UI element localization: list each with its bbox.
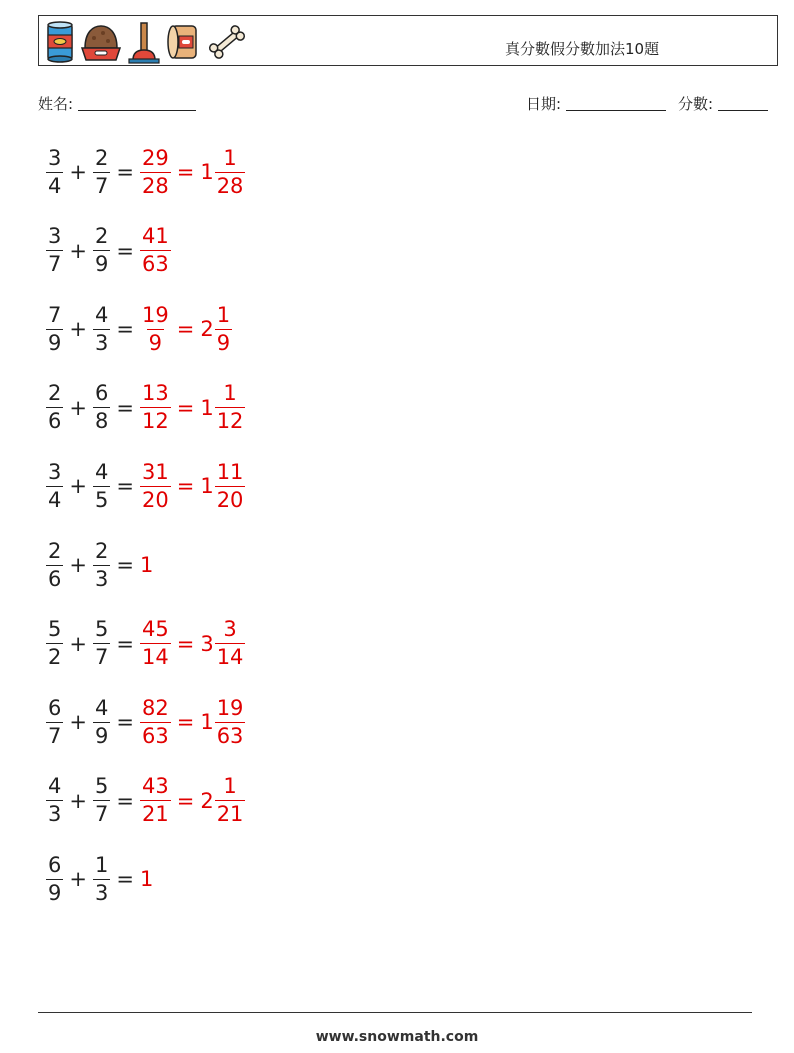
addend-fraction-numerator: 4 [94, 302, 109, 327]
addend-fraction [46, 145, 63, 198]
addend-fraction [46, 459, 63, 512]
date-field[interactable] [526, 93, 666, 114]
mixed-fraction-part-denominator: 28 [216, 173, 244, 198]
problem-row [46, 850, 153, 908]
mixed-whole-part: 1 [200, 710, 214, 735]
answer-improper-fraction [140, 695, 171, 748]
equals-sign: = [116, 867, 134, 892]
name-blank[interactable] [78, 96, 196, 111]
addend-fraction-denominator: 3 [94, 330, 109, 355]
mixed-fraction-part-numerator: 19 [216, 695, 244, 720]
answer [140, 695, 245, 748]
answer-improper-fraction [140, 459, 171, 512]
answer-improper-fraction [140, 383, 171, 432]
score-label: 分數: [678, 95, 714, 113]
addend-fraction [93, 852, 110, 905]
mixed-whole-part: 1 [200, 474, 214, 499]
score-field[interactable] [678, 93, 768, 114]
mixed-fraction-part-numerator: 1 [216, 302, 231, 327]
date-blank[interactable] [566, 96, 666, 111]
answer-improper-fraction-denominator: 12 [141, 409, 169, 434]
addend-fraction-denominator: 4 [48, 173, 62, 198]
answer-equals-sign: = [176, 160, 195, 184]
mixed-fraction-part-denominator: 63 [216, 723, 244, 748]
addend-fraction-numerator: 3 [48, 224, 62, 249]
dog-food-can-icon [45, 20, 75, 64]
mixed-fraction-part-numerator: 1 [223, 145, 237, 170]
answer [140, 867, 153, 891]
dog-food-bowl-icon [79, 20, 123, 64]
addend-fraction [93, 459, 110, 512]
answer-improper-fraction [140, 776, 171, 825]
problem-row [46, 615, 245, 673]
addend-fraction-denominator: 9 [48, 880, 62, 905]
mixed-fraction-part-numerator: 1 [223, 774, 237, 799]
equals-sign: = [116, 160, 134, 184]
plus-sign: + [69, 238, 87, 263]
addend-fraction [93, 538, 110, 591]
mixed-fraction-part-numerator: 11 [216, 459, 244, 484]
answer-improper-fraction-numerator: 41 [141, 224, 169, 249]
answer-improper-fraction-numerator: 29 [141, 145, 169, 170]
footer-divider [38, 1012, 752, 1013]
answer [140, 226, 171, 275]
answer-equals-sign: = [176, 317, 195, 342]
addend-fraction-denominator: 9 [94, 723, 109, 748]
answer [140, 459, 245, 512]
mixed-fraction-part [215, 695, 246, 748]
equals-sign: = [116, 238, 134, 263]
answer [140, 776, 245, 825]
addend-fraction [46, 619, 63, 668]
mixed-fraction-part [215, 619, 246, 668]
name-field[interactable] [38, 93, 196, 114]
worksheet-title: 真分數假分數加法10題 [505, 40, 660, 58]
plus-sign: + [69, 160, 87, 184]
answer-improper-fraction-denominator: 14 [141, 645, 169, 670]
answer-improper-fraction [140, 302, 171, 355]
addend-fraction [93, 145, 110, 198]
answer-improper-fraction-denominator: 20 [141, 487, 169, 512]
addend-fraction [93, 383, 110, 432]
plus-sign: + [69, 788, 87, 813]
answer [140, 553, 153, 577]
addend-fraction-denominator: 6 [48, 566, 62, 591]
addend-fraction-denominator: 8 [94, 409, 109, 434]
answer-improper-fraction-denominator: 21 [141, 802, 169, 827]
addend-fraction [46, 383, 63, 432]
addend-fraction-denominator: 7 [94, 173, 109, 198]
problem-row [46, 379, 245, 437]
problem-row [46, 693, 245, 751]
mixed-whole-part: 1 [200, 395, 214, 420]
answer [140, 383, 245, 432]
answer-improper-fraction-numerator: 82 [141, 695, 169, 720]
addend-fraction-numerator: 4 [94, 459, 109, 484]
answer-improper-fraction-numerator: 43 [141, 774, 169, 799]
mixed-fraction-part-denominator: 20 [216, 487, 244, 512]
mixed-fraction-part-denominator: 12 [216, 409, 244, 434]
addend-fraction-denominator: 4 [48, 487, 62, 512]
answer-equals-sign: = [176, 710, 195, 735]
answer [140, 619, 245, 668]
addend-fraction [46, 226, 63, 275]
mixed-fraction-part [215, 459, 246, 512]
answer-whole: 1 [139, 553, 154, 577]
answer-whole: 1 [139, 867, 154, 892]
addend-fraction-numerator: 1 [94, 852, 109, 877]
answer-improper-fraction-denominator: 63 [141, 252, 169, 277]
answer-improper-fraction-denominator: 63 [141, 723, 169, 748]
mixed-fraction-part [215, 302, 232, 355]
addend-fraction-denominator: 7 [48, 723, 62, 748]
addend-fraction-denominator: 2 [48, 645, 62, 670]
addend-fraction [46, 852, 63, 905]
addend-fraction-numerator: 2 [94, 224, 109, 249]
mixed-whole-part: 1 [200, 160, 214, 184]
addend-fraction [46, 695, 63, 748]
addend-fraction-numerator: 7 [48, 302, 62, 327]
addend-fraction [93, 695, 110, 748]
addend-fraction-denominator: 7 [94, 802, 109, 827]
addend-fraction-denominator: 7 [48, 252, 62, 277]
dog-bone-icon [205, 20, 249, 64]
addend-fraction-numerator: 4 [94, 695, 109, 720]
worksheet-header [38, 15, 778, 66]
mixed-fraction-part-denominator: 14 [216, 645, 244, 670]
answer-improper-fraction-denominator: 28 [141, 173, 169, 198]
addend-fraction-denominator: 9 [94, 252, 109, 277]
addend-fraction-numerator: 2 [94, 145, 109, 170]
addend-fraction-denominator: 3 [94, 566, 109, 591]
addend-fraction [46, 302, 63, 355]
answer-equals-sign: = [176, 631, 195, 656]
mixed-fraction-part [215, 383, 246, 432]
date-label: 日期: [526, 95, 562, 113]
header-icons [45, 20, 249, 64]
addend-fraction-numerator: 6 [48, 852, 62, 877]
addend-fraction [93, 619, 110, 668]
plus-sign: + [69, 553, 87, 577]
equals-sign: = [116, 553, 134, 577]
addend-fraction-numerator: 2 [48, 538, 62, 563]
addend-fraction-denominator: 9 [48, 330, 62, 355]
equals-sign: = [116, 788, 134, 813]
plus-sign: + [69, 395, 87, 420]
problem-row [46, 536, 153, 594]
plunger-icon [127, 20, 161, 64]
equals-sign: = [116, 317, 134, 342]
answer-improper-fraction [140, 619, 171, 668]
addend-fraction-numerator: 5 [94, 617, 109, 642]
addend-fraction-numerator: 3 [48, 459, 62, 484]
answer [140, 145, 245, 198]
addend-fraction-denominator: 3 [48, 802, 62, 827]
plus-sign: + [69, 474, 87, 499]
equals-sign: = [116, 631, 134, 656]
addend-fraction-numerator: 6 [48, 695, 62, 720]
answer-improper-fraction-numerator: 19 [141, 302, 169, 327]
plus-sign: + [69, 867, 87, 892]
score-blank[interactable] [718, 96, 768, 111]
problem-row [46, 143, 245, 201]
equals-sign: = [116, 474, 134, 499]
addend-fraction-numerator: 2 [48, 381, 62, 406]
answer-improper-fraction-numerator: 13 [141, 381, 169, 406]
mixed-whole-part: 2 [200, 317, 214, 342]
addend-fraction-numerator: 6 [94, 381, 109, 406]
equals-sign: = [116, 395, 134, 420]
addend-fraction-numerator: 5 [48, 617, 62, 642]
addend-fraction-denominator: 5 [94, 487, 109, 512]
mixed-fraction-part [215, 776, 246, 825]
answer-equals-sign: = [176, 788, 195, 813]
addend-fraction [46, 538, 63, 591]
problem-row [46, 300, 232, 358]
addend-fraction-numerator: 4 [48, 774, 62, 799]
equals-sign: = [116, 710, 134, 735]
problem-row [46, 457, 245, 515]
answer-improper-fraction [140, 145, 171, 198]
problem-row [46, 772, 245, 830]
pet-food-roll-icon [165, 20, 201, 64]
addend-fraction [93, 776, 110, 825]
addend-fraction [93, 226, 110, 275]
plus-sign: + [69, 317, 87, 342]
footer-url: www.snowmath.com [315, 1029, 479, 1045]
answer-improper-fraction-denominator: 9 [148, 330, 163, 355]
answer-improper-fraction-numerator: 45 [141, 617, 169, 642]
problem-row [46, 222, 171, 280]
addend-fraction-numerator: 2 [94, 538, 109, 563]
addend-fraction [46, 776, 63, 825]
answer-equals-sign: = [176, 474, 195, 499]
mixed-fraction-part-numerator: 3 [223, 617, 237, 642]
answer [140, 302, 232, 355]
answer-improper-fraction-numerator: 31 [141, 459, 169, 484]
mixed-fraction-part-denominator: 21 [216, 802, 244, 827]
mixed-fraction-part-numerator: 1 [223, 381, 237, 406]
addend-fraction-denominator: 6 [48, 409, 62, 434]
addend-fraction [93, 302, 110, 355]
name-label: 姓名: [38, 95, 74, 113]
plus-sign: + [69, 710, 87, 735]
addend-fraction-denominator: 7 [94, 645, 109, 670]
addend-fraction-numerator: 5 [94, 774, 109, 799]
addend-fraction-numerator: 3 [48, 145, 62, 170]
mixed-fraction-part [215, 145, 246, 198]
plus-sign: + [69, 631, 87, 656]
addend-fraction-denominator: 3 [94, 880, 109, 905]
answer-improper-fraction [140, 226, 171, 275]
answer-equals-sign: = [176, 395, 195, 420]
mixed-whole-part: 2 [200, 788, 214, 813]
mixed-fraction-part-denominator: 9 [216, 330, 231, 355]
mixed-whole-part: 3 [200, 631, 214, 656]
